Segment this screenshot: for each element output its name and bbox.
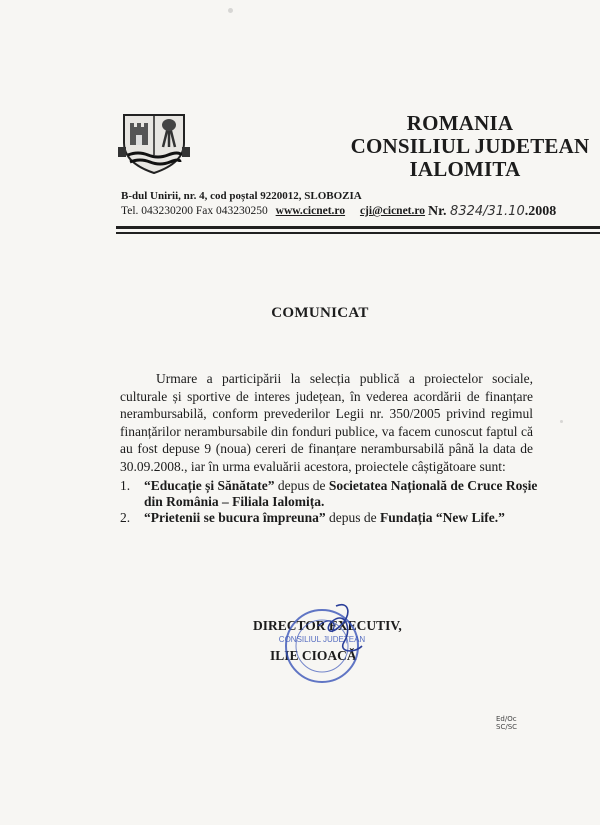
signatory-role: DIRECTOR EXECUTIV,	[253, 618, 402, 633]
email-link[interactable]: cji@cicnet.ro	[359, 205, 426, 217]
reg-suffix: .2008	[524, 204, 557, 219]
header-country: ROMANIA	[406, 111, 514, 135]
registration-number	[428, 204, 556, 220]
header-rule	[116, 226, 600, 229]
phone-fax: Tel. 043230200 Fax 043230250	[121, 205, 268, 217]
reg-prefix: Nr.	[428, 204, 447, 219]
scan-speck	[560, 420, 563, 423]
header-council: CONSILIUL JUDETEAN	[350, 134, 590, 158]
list-number: 1.	[120, 478, 131, 493]
header-rule-secondary	[116, 232, 600, 234]
winners-list	[120, 478, 540, 526]
stamp-text: CONSILIUL JUDEȚEAN	[278, 635, 366, 644]
document-body: Urmare a participării la selecția publică a proiectelor sociale, culturale și sportive de interes județean, în vederea acordării de finanțare nerambursabilă, conform prevederilor Legii nr. 350/2005 privind regimul finanțărilor nerambursabile din fonduri publice, va facem cunoscut faptul că au fost depuse 9 (noua) cereri de finanțare nerambursabilă până la data de 30.09.2008., iar în urma evaluării acestora, proiectele câștigătoare sunt:	[120, 371, 533, 474]
organization: Societatea Națională de Cruce Roșie din România – Filiala Ialomița.	[144, 478, 538, 509]
website-link[interactable]: www.cicnet.ro	[275, 205, 346, 217]
signatory-name: ILIE CIOACĂ	[270, 648, 357, 663]
submitted-by: depus de	[329, 510, 377, 525]
contact-line	[121, 205, 425, 217]
project-title: “Educație și Sănătate”	[144, 478, 275, 493]
county-coat-of-arms	[118, 113, 190, 175]
header-county: IALOMITA	[409, 157, 521, 181]
scan-speck	[228, 8, 233, 13]
list-item	[120, 478, 540, 510]
document-title: COMUNICAT	[271, 305, 369, 321]
official-stamp	[278, 596, 388, 706]
submitted-by: depus de	[277, 478, 326, 493]
reg-handwritten: 8324/31.10	[450, 204, 525, 219]
organization: Fundația “New Life.”	[380, 510, 505, 525]
typist-initials: Ed/Oc SC/SC	[496, 715, 518, 731]
postal-address: B-dul Unirii, nr. 4, cod poștal 9220012, SLOBOZIA	[121, 190, 362, 202]
list-number: 2.	[120, 510, 131, 525]
list-item	[120, 510, 540, 526]
project-title: “Prietenii se bucura împreuna”	[144, 510, 326, 525]
